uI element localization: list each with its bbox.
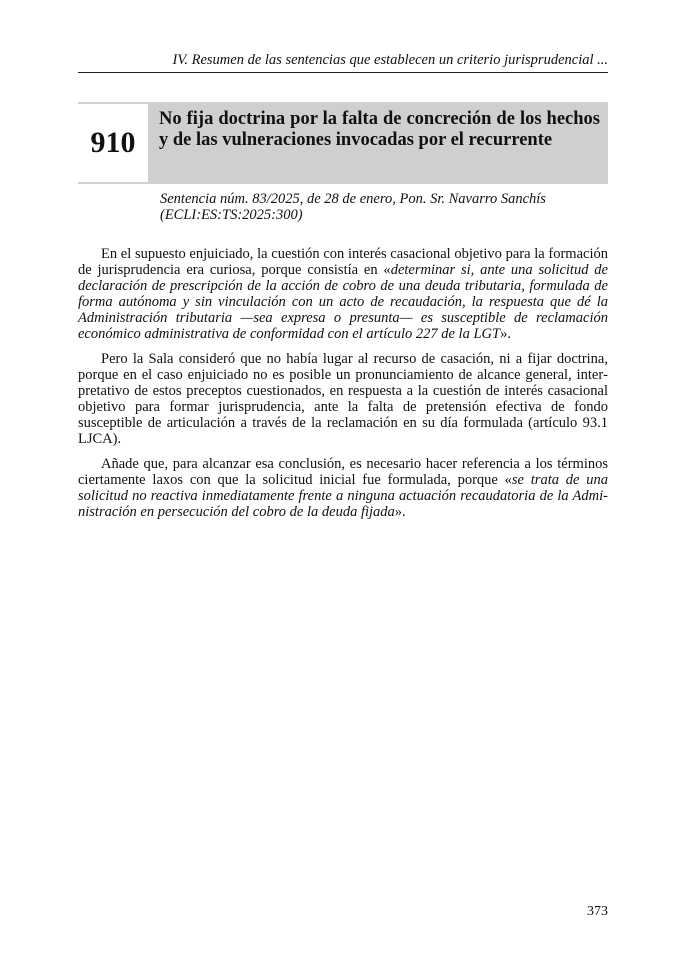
paragraph-3-lead: Añade que, para alcanzar esa conclusión, es necesario hacer referencia a los términos ciertamente laxos con que la solicitud inicial fue formulada, porque « bbox=[78, 456, 608, 488]
page-number: 373 bbox=[587, 904, 608, 919]
case-number: 910 bbox=[78, 102, 148, 184]
paragraph-3 bbox=[78, 456, 608, 520]
case-title: No fija doctrina por la falta de concreción de los hechos y de las vulneraciones invocadas por el recurrente bbox=[159, 109, 600, 150]
paragraph-1-quote: determinar si, ante una solicitud de declaración de prescripción de la acción de cobro de una deuda tributaria, formulada de forma autónoma y sin vinculación con un acto de recaudación, la respuesta que dé la Administración tributaria —sea expresa o presunta— es susceptible de reclamación económico administrativa de conformidad con el artículo 227 de la LGT bbox=[78, 262, 608, 342]
paragraph-1 bbox=[78, 246, 608, 342]
paragraph-3-tail: ». bbox=[394, 504, 406, 520]
paragraph-1-tail: ». bbox=[500, 326, 511, 342]
citation-line-1: Sentencia núm. 83/2025, de 28 de enero, Pon. Sr. Navarro Sanchís bbox=[160, 191, 546, 207]
body-text bbox=[78, 246, 608, 529]
running-header: IV. Resumen de las sentencias que establecen un criterio jurisprudencial ... bbox=[78, 52, 608, 73]
case-title-box bbox=[148, 102, 608, 184]
paragraph-3-quote: se trata de una solicitud no reactiva inmediatamente frente a ninguna actuación recaudatoria de la Administración en persecución del cobro de la deuda fijada bbox=[78, 472, 608, 520]
paragraph-2: Pero la Sala consideró que no había lugar al recurso de casación, ni a fijar doctrina, porque en el caso enjuiciado no es posible un pronunciamiento de alcance general, interpretativo de estos preceptos cuestionados, en respuesta a la cuestión de interés casacional objetivo para formar jurisprudencia, ante la falta de pretensión efectiva de fondo susceptible de articulación a través de la reclamación en su día formulada (artículo 93.1 LJCA). bbox=[78, 351, 608, 447]
paragraph-1-lead: En el supuesto enjuiciado, la cuestión con interés casacional objetivo para la formación de jurisprudencia era curiosa, porque consistía en « bbox=[78, 246, 608, 278]
case-heading bbox=[78, 102, 608, 184]
citation-line-2: (ECLI:ES:TS:2025:300) bbox=[160, 207, 303, 223]
citation bbox=[160, 191, 610, 223]
